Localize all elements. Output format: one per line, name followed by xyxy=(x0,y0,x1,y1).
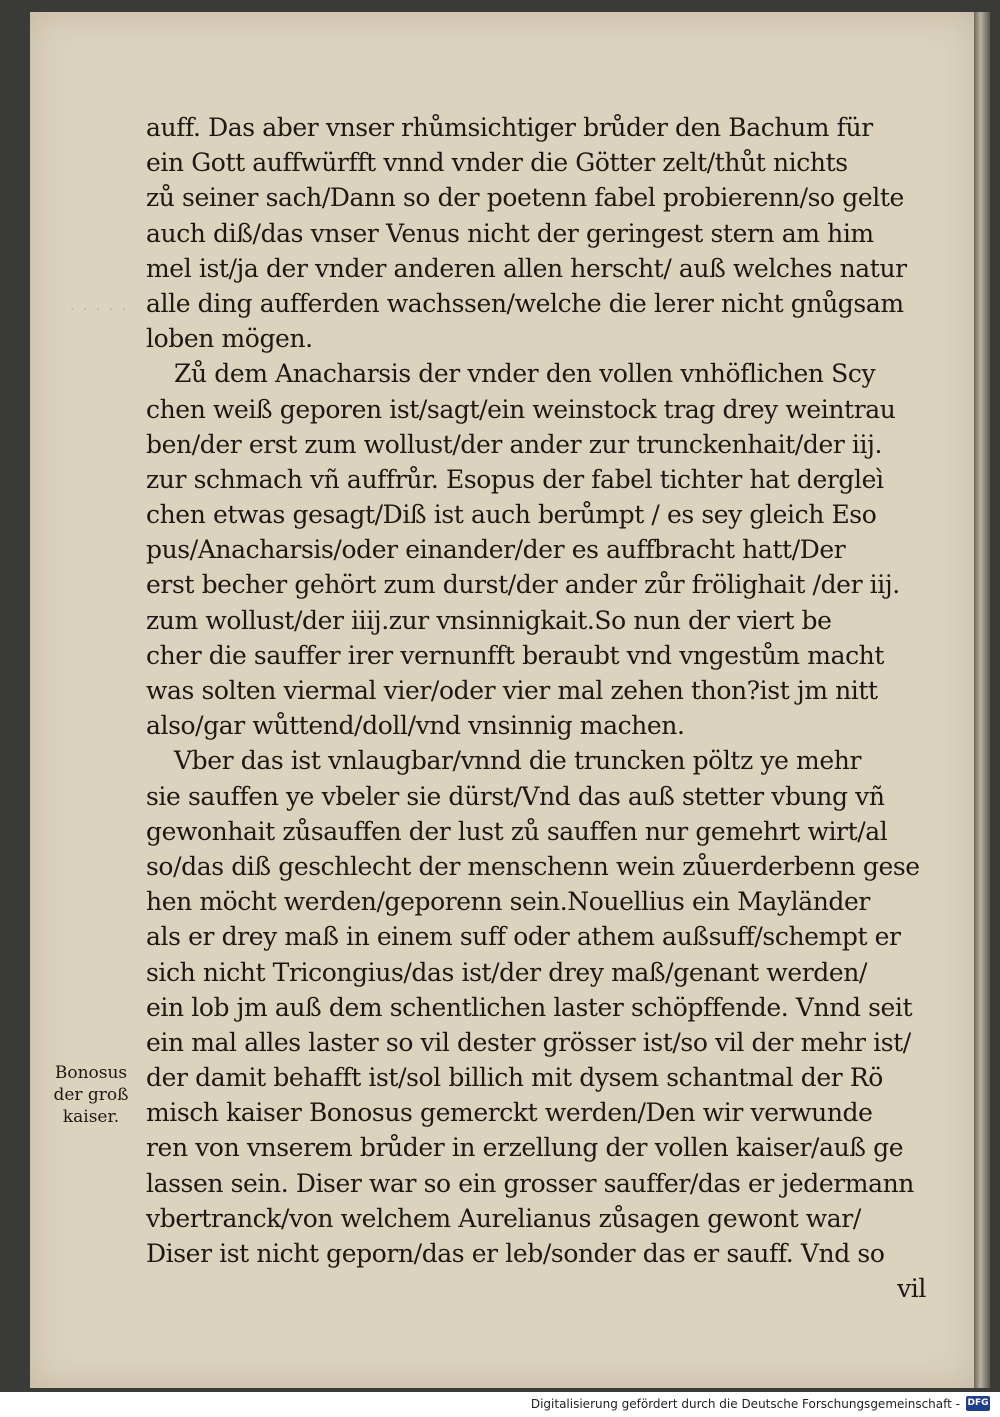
footer-bar xyxy=(0,1392,1000,1417)
text-line: chen etwas gesagt/Diß ist auch berůmpt / es sey gleich Eso xyxy=(146,500,877,530)
text-line: sich nicht Tricongius/das ist/der drey maß/genant werden/ xyxy=(146,957,867,987)
text-line: sie sauffen ye vbeler sie dürst/Vnd das auß stetter vbung vñ xyxy=(146,781,885,811)
text-line: alle ding aufferden wachssen/welche die lerer nicht gnůgsam xyxy=(146,288,904,318)
page-text xyxy=(146,110,926,1306)
text-line: gewonhait zůsauffen der lust zů sauffen nur gemehrt wirt/al xyxy=(146,816,888,846)
funding-credit: Digitalisierung gefördert durch die Deutsche Forschungsgemeinschaft - xyxy=(530,1397,960,1411)
dfg-logo: DFG xyxy=(966,1396,990,1411)
text-line: pus/Anacharsis/oder einander/der es auffbracht hatt/Der xyxy=(146,535,846,565)
text-line: was solten viermal vier/oder vier mal zehen thon?ist jm nitt xyxy=(146,676,878,705)
page-edge xyxy=(974,12,990,1388)
gutter-stain: · · · · · xyxy=(70,302,129,318)
text-line: Diser ist nicht geporn/das er leb/sonder das er sauff. Vnd so xyxy=(146,1239,885,1268)
text-line: mel ist/ja der vnder anderen allen herscht/ auß welches natur xyxy=(146,253,907,283)
text-line: auff. Das aber vnser rhůmsichtiger brůder den Bachum für xyxy=(146,113,873,142)
text-line: ben/der erst zum wollust/der ander zur trunckenhait/der iij. xyxy=(146,429,883,459)
marginal-note xyxy=(46,1062,136,1128)
catchword: vil xyxy=(897,1274,926,1304)
text-line: zů seiner sach/Dann so der poetenn fabel probierenn/so gelte xyxy=(146,183,904,213)
text-line: misch kaiser Bonosus gemerckt werden/Den wir verwunde xyxy=(146,1098,873,1128)
marginal-note-line: Bonosus xyxy=(54,1063,128,1083)
text-line: also/gar wůttend/doll/vnd vnsinnig machen. xyxy=(146,711,685,741)
text-line: zur schmach vñ auffrůr. Esopus der fabel tichter hat dergleì xyxy=(146,464,884,494)
text-line: loben mögen. xyxy=(146,324,313,354)
text-line: ein Gott auffwürfft vnnd vnder die Götter zelt/thůt nichts xyxy=(146,148,848,178)
text-line: ein mal alles laster so vil dester grösser ist/so vil der mehr ist/ xyxy=(146,1027,911,1057)
text-line: auch diß/das vnser Venus nicht der geringest stern am him xyxy=(146,218,874,248)
marginal-note-line: kaiser. xyxy=(62,1107,120,1127)
text-line: chen weiß geporen ist/sagt/ein weinstock trag drey weintrau xyxy=(146,394,896,424)
text-line: ein lob jm auß dem schentlichen laster schöpffende. Vnnd seit xyxy=(146,992,913,1022)
text-line: hen möcht werden/geporenn sein.Nouellius ein Mayländer xyxy=(146,887,870,917)
text-line: zum wollust/der iiij.zur vnsinnigkait.So nun der viert be xyxy=(146,605,832,635)
text-line: so/das diß geschlecht der menschenn wein zůuerderbenn gese xyxy=(146,851,920,881)
text-line: Zů dem Anacharsis der vnder den vollen vnhöflichen Scy xyxy=(174,359,876,389)
text-line: ren von vnserem brůder in erzellung der vollen kaiser/auß ge xyxy=(146,1133,904,1163)
text-line: Vber das ist vnlaugbar/vnnd die truncken pöltz ye mehr xyxy=(174,746,862,776)
text-line: erst becher gehört zum durst/der ander zůr frölighait /der iij. xyxy=(146,570,900,600)
text-line: der damit behafft ist/sol billich mit dysem schantmal der Rö xyxy=(146,1063,883,1093)
marginal-note-line: der groß xyxy=(53,1085,129,1105)
text-line: vbertranck/von welchem Aurelianus zůsagen gewont war/ xyxy=(146,1203,861,1233)
text-line: als er drey maß in einem suff oder athem außsuff/schempt er xyxy=(146,922,901,952)
text-line: lassen sein. Diser war so ein grosser sauffer/das er jedermann xyxy=(146,1168,914,1198)
text-line: cher die sauffer irer vernunfft beraubt vnd vngestům macht xyxy=(146,640,885,670)
